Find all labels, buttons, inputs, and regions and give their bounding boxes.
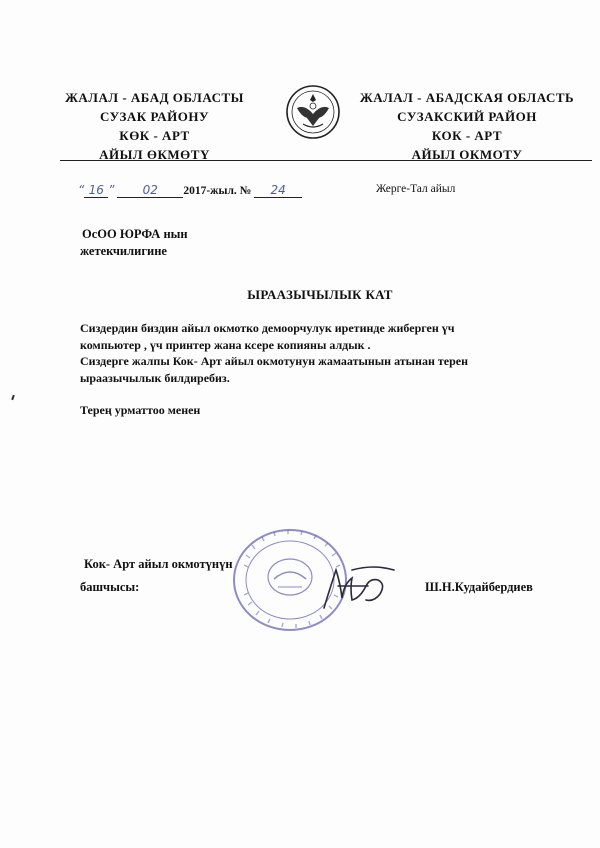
header-right [352, 88, 582, 164]
addressee [82, 226, 188, 260]
body-line-2: компьютер , үч принтер жана ксере копияны алдык . [80, 337, 371, 352]
closing-phrase: Терең урматтоо менен [80, 403, 201, 417]
letter-body [80, 320, 580, 386]
header-left [52, 88, 257, 164]
header-left-line-4: АЙЫЛ ӨКМӨТҮ [99, 147, 210, 162]
reg-place: Жерге-Тал айыл [376, 183, 456, 195]
reg-number: 24 [270, 183, 286, 197]
signatory-name: Ш.Н.Кудайбердиев [425, 580, 533, 594]
header-right-line-2: СУЗАКСКИЙ РАЙОН [397, 109, 537, 124]
state-emblem-icon [285, 84, 341, 140]
body-line-4: ыраазычылык билдиребиз. [80, 370, 230, 385]
header-right-line-1: ЖАЛАЛ - АБАДСКАЯ ОБЛАСТЬ [359, 90, 575, 105]
reg-month: 02 [142, 183, 158, 197]
header-left-line-1: ЖАЛАЛ - АБАД ОБЛАСТЫ [65, 90, 244, 105]
header-divider [60, 160, 592, 161]
registration-line [78, 183, 302, 198]
header-right-line-4: АЙЫЛ ОКМОТУ [411, 147, 523, 162]
body-line-3: Сиздерге жалпы Кок- Арт айыл окмотунун жамаатынын атынан терен [80, 354, 468, 368]
quote-open: “ [78, 183, 85, 197]
body-line-1: Сиздердин биздин айыл окмотко демоорчулук иретинде жиберген үч [80, 321, 455, 335]
signature-org: Кок- Арт айыл окмотүнүн [84, 557, 233, 571]
header-right-line-3: КОК - АРТ [431, 128, 503, 143]
header-left-line-2: СУЗАК РАЙОНУ [99, 109, 210, 124]
stray-mark [11, 395, 15, 400]
quote-close: ” [108, 183, 115, 197]
addressee-line-2: жетекчилигине [80, 244, 167, 258]
document-title: ЫРААЗЫЧЫЛЫК КАТ [247, 287, 393, 302]
reg-year-text: 2017-жыл. № [183, 185, 252, 197]
header-left-line-3: КӨК - АРТ [119, 128, 190, 143]
signature-position: башчысы: [80, 580, 140, 594]
handwritten-signature [318, 560, 398, 615]
addressee-line-1: ОсОО ЮРФА нын [82, 227, 188, 241]
reg-day: 16 [88, 183, 104, 197]
